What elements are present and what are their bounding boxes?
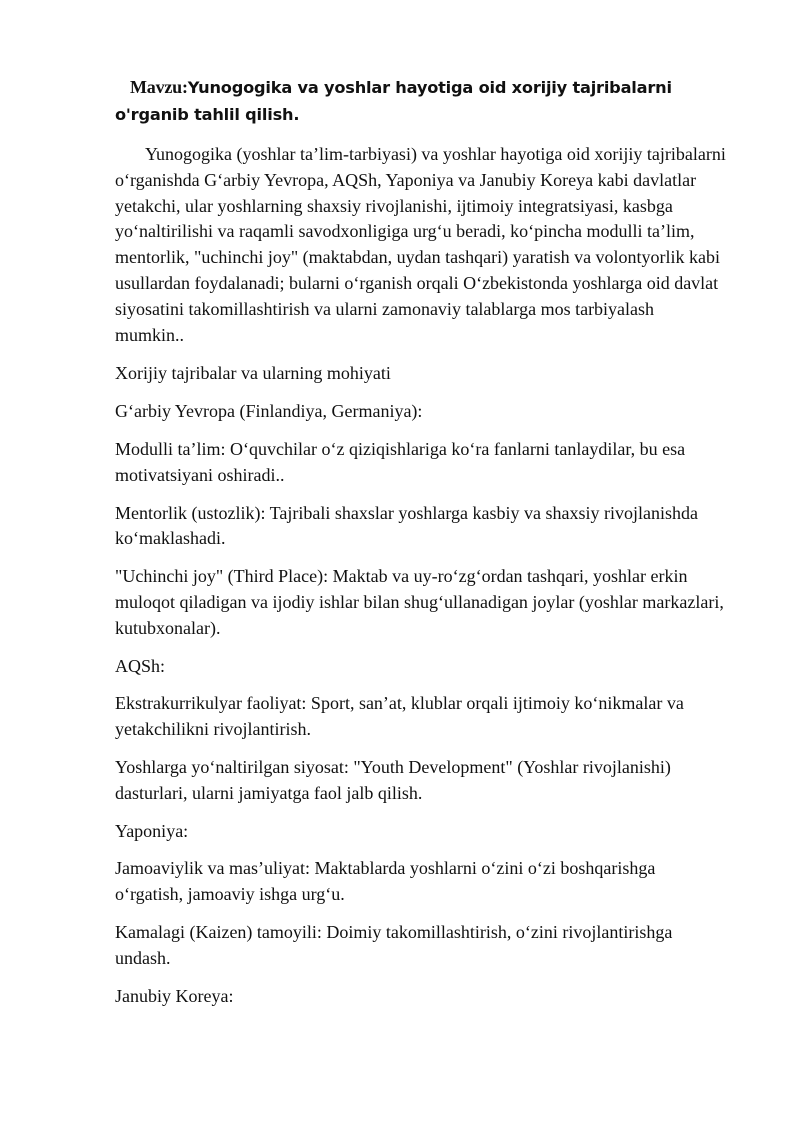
region-heading-western-europe: Gʻarbiy Yevropa (Finlandiya, Germaniya): bbox=[115, 401, 423, 422]
intro-paragraph: Yunogogika (yoshlar ta’lim-tarbiyasi) va yoshlar hayotiga oid xorijiy tajribalarni oʻrganishda Gʻarbiy Yevropa, AQSh, Yaponiya va Janubiy Koreya kabi davlatlar yetakchi, ular yoshlarning shaxsiy rivojlanishi, ijtimoiy integratsiyasi, kasbga yoʻnaltirilishi va raqamli savodxonligiga urgʻu beradi, koʻpincha modulli ta’lim, mentorlik, "uchinchi joy" (maktabdan, uydan tashqari) yaratish va volontyorlik kabi usullardan foydalanadi; bularni oʻrganish orqali Oʻzbekistonda yoshlarga oid davlat siyosatini takomillashtirish va ularni zamonaviy talablarga mos tarbiyalash mumkin.. bbox=[115, 144, 726, 345]
document-title bbox=[115, 74, 727, 128]
document-body bbox=[115, 74, 727, 1021]
region-heading-usa: AQSh: bbox=[115, 655, 166, 676]
region-heading-japan: Yaponiya: bbox=[115, 820, 189, 841]
title-text: Yunogogika va yoshlar hayotiga oid xorijiy tajribalarni o'rganib tahlil qilish. bbox=[115, 78, 672, 124]
paragraph-teamwork: Jamoaviylik va mas’uliyat: Maktablarda yoshlarni oʻzini oʻzi boshqarishga oʻrgatish, jamoaviy ishga urgʻu. bbox=[115, 858, 656, 905]
paragraph-youth-policy: Yoshlarga yoʻnaltirilgan siyosat: "Youth Development" (Yoshlar rivojlanishi) dasturlari, ularni jamiyatga faol jalb qilish. bbox=[115, 756, 671, 803]
paragraph-third-place: "Uchinchi joy" (Third Place): Maktab va uy-roʻzgʻordan tashqari, yoshlar erkin muloqot qiladigan va ijodiy ishlar bilan shugʻullanadigan joylar (yoshlar markazlari, kutubxonalar). bbox=[115, 566, 724, 638]
paragraph-modular-education: Modulli ta’lim: Oʻquvchilar oʻz qiziqishlariga koʻra fanlarni tanlaydilar, bu esa motivatsiyani oshiradi.. bbox=[115, 438, 686, 485]
paragraph-mentorship: Mentorlik (ustozlik): Tajribali shaxslar yoshlarga kasbiy va shaxsiy rivojlanishda koʻmaklashadi. bbox=[115, 502, 698, 549]
paragraph-kaizen: Kamalagi (Kaizen) tamoyili: Doimiy takomillashtirish, oʻzini rivojlantirishga undash. bbox=[115, 921, 673, 968]
title-lead: Mavzu: bbox=[130, 77, 188, 97]
paragraph-extracurricular: Ekstrakurrikulyar faoliyat: Sport, san’at, klublar orqali ijtimoiy koʻnikmalar va yetakchilikni rivojlantirish. bbox=[115, 693, 684, 740]
section-heading: Xorijiy tajribalar va ularning mohiyati bbox=[115, 363, 391, 384]
region-heading-south-korea: Janubiy Koreya: bbox=[115, 985, 234, 1006]
